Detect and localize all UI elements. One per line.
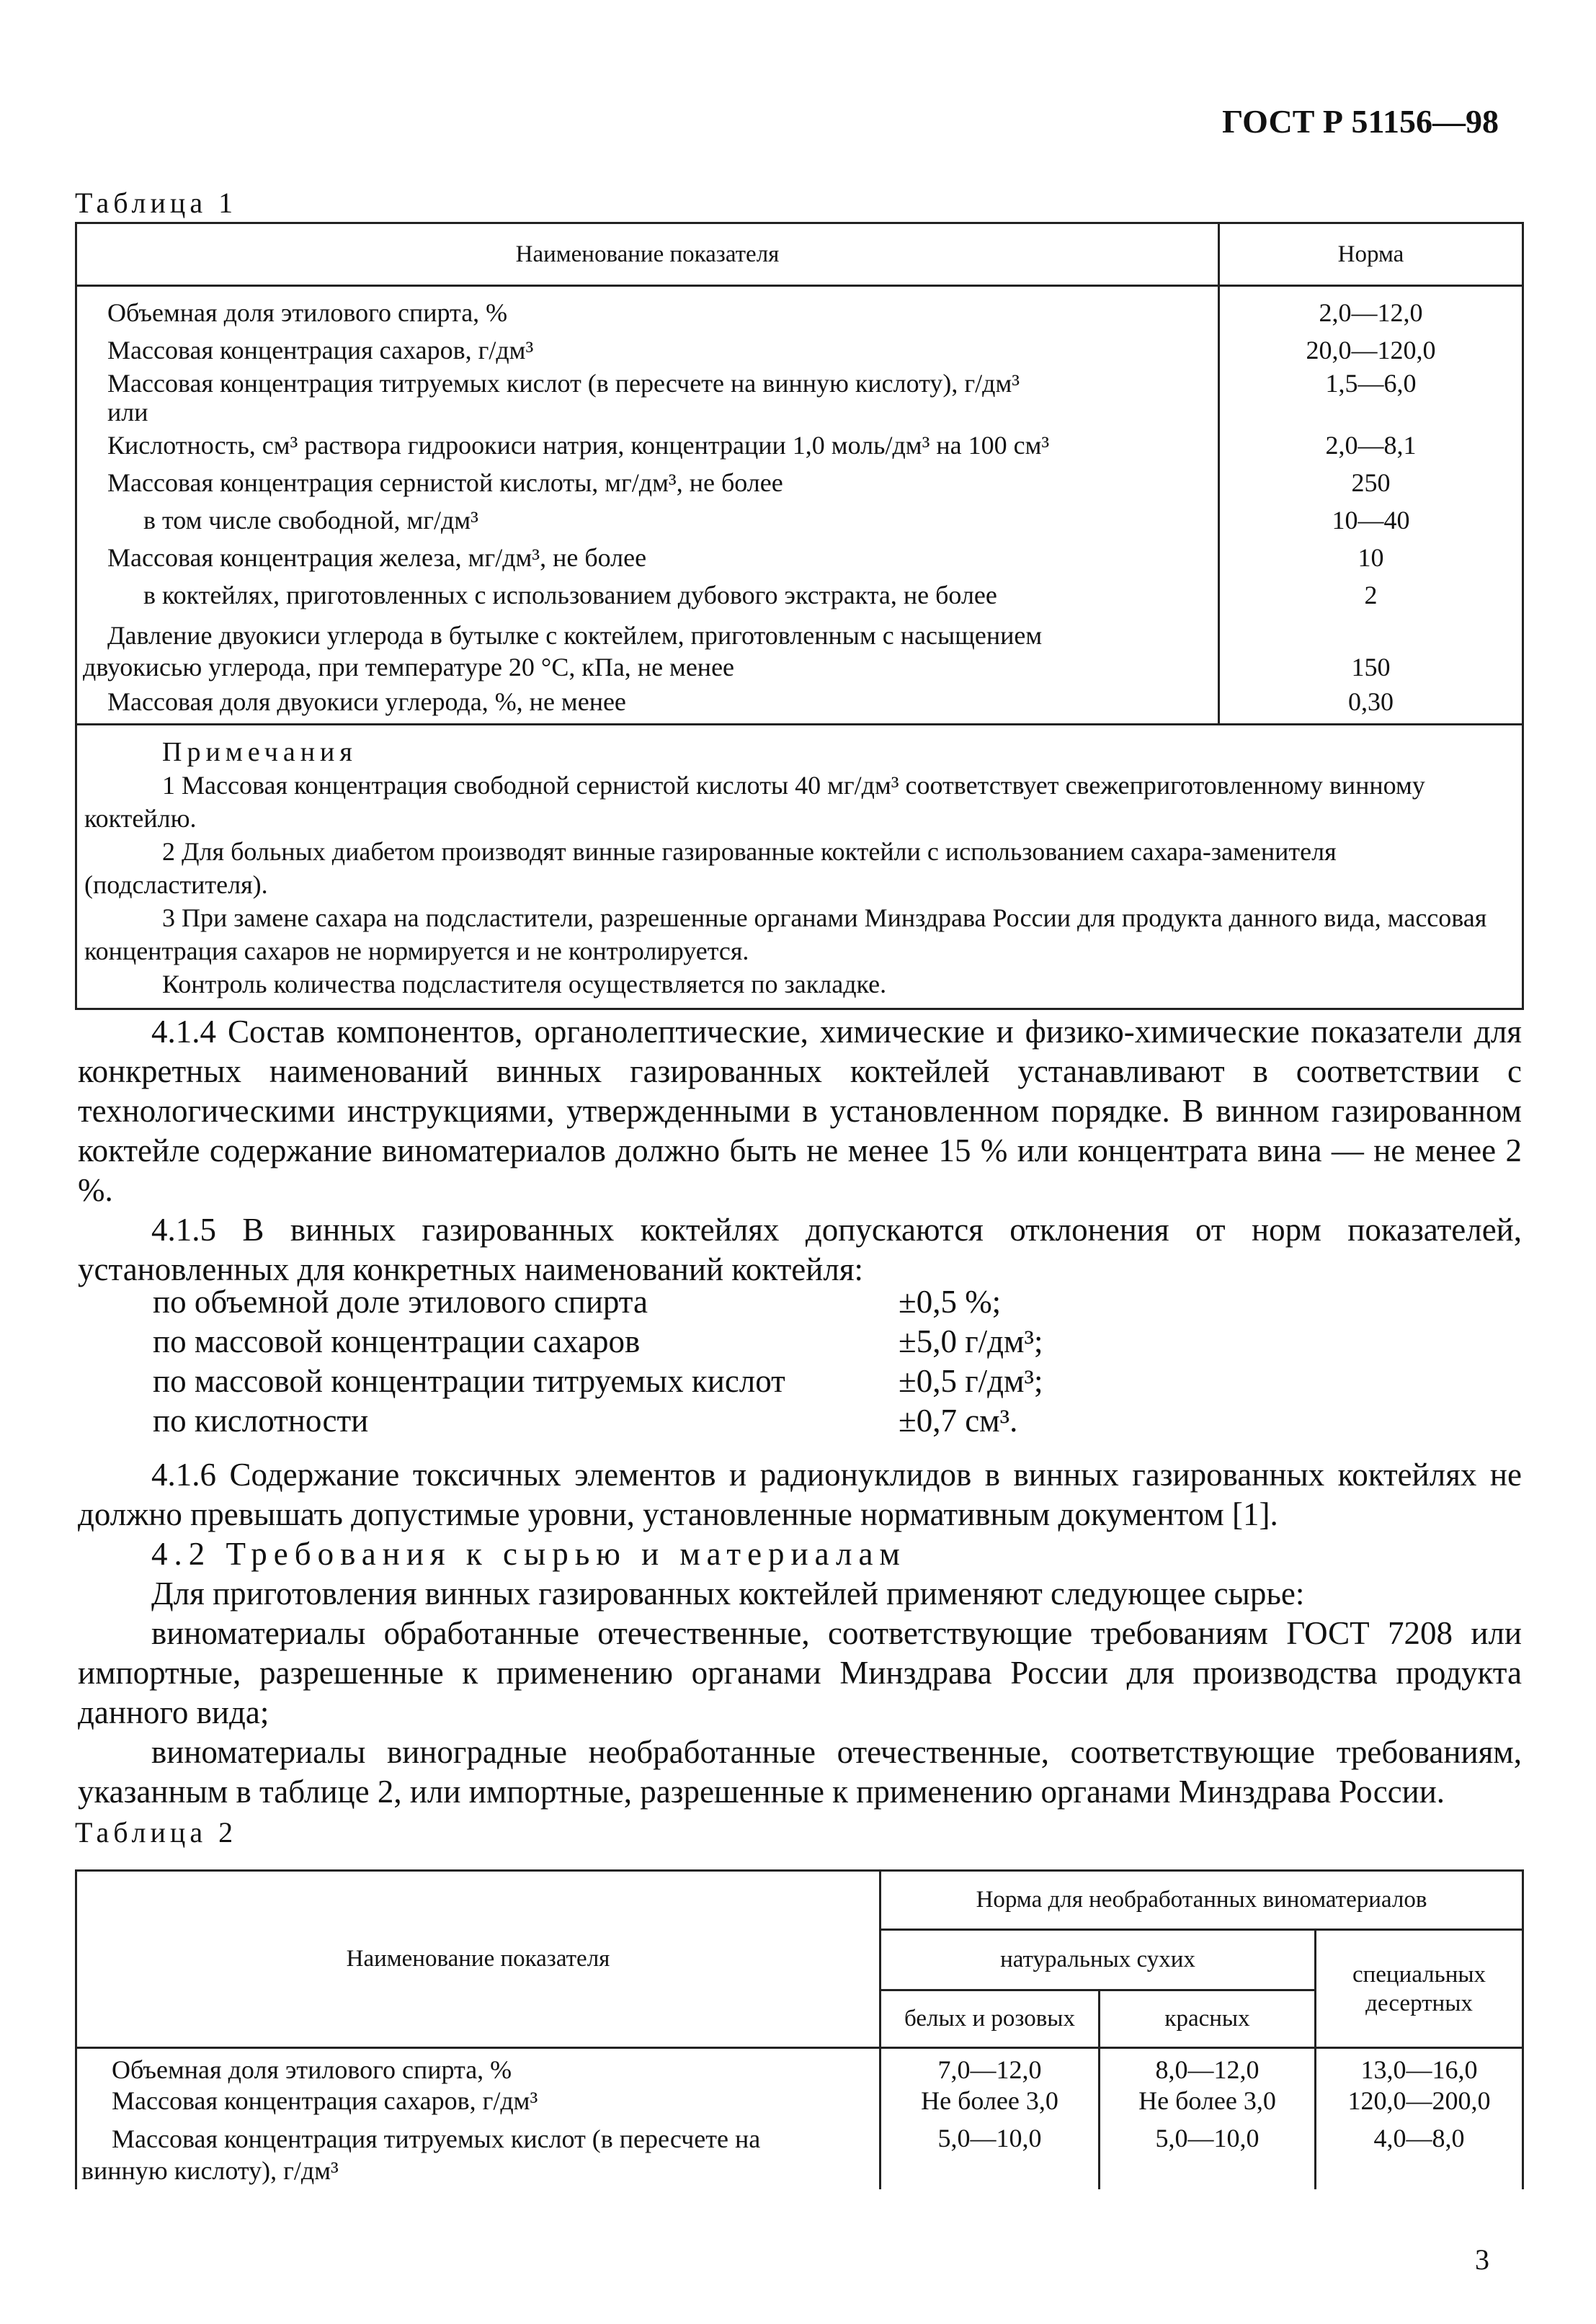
paragraph-4-1-5: 4.1.5 В винных газированных коктейлях допускаются отклонения от норм показателей, установленных для конкретных наименований коктейля: [78, 1212, 1522, 1287]
table1-row-name: Объемная доля этилового спирта, % [107, 298, 508, 327]
table1-caption: Таблица 1 [75, 187, 238, 219]
table-1 [75, 222, 1524, 1010]
deviation-label: по объемной доле этилового спирта [153, 1284, 648, 1320]
table1-row-name-cont: или [107, 398, 148, 426]
table1-row-norm: 2 [1364, 581, 1378, 609]
table2-cell-red: Не более 3,0 [1100, 2086, 1316, 2123]
note-item: 2 Для больных диабетом производят винные газированные коктейли с использованием сахара-заменителя (подсластителя). [84, 837, 1337, 899]
table-2 [75, 1869, 1524, 2189]
table1-row-name: Массовая доля двуокиси углерода, %, не менее [107, 687, 626, 716]
table1-row-norm: 0,30 [1348, 687, 1394, 716]
table1-row-name: Массовая концентрация сахаров, г/дм³ [107, 336, 534, 365]
body-text-2 [78, 1455, 1522, 1812]
document-code: ГОСТ Р 51156—98 [1222, 103, 1499, 140]
table1-row-name: Массовая концентрация титруемых кислот (в пересчете на винную кислоту), г/дм³ [107, 369, 1020, 398]
deviation-label: по массовой концентрации сахаров [153, 1323, 641, 1359]
note-item: 1 Массовая концентрация свободной сернистой кислоты 40 мг/дм³ соответствует свежеприготовленному винному коктейлю. [84, 771, 1425, 833]
table2-cell-dessert: 13,0—16,0 [1316, 2048, 1523, 2086]
deviation-list [153, 1282, 1043, 1441]
table2-col-name: Наименование показателя [76, 1871, 881, 2048]
paragraph-4-1-6: 4.1.6 Содержание токсичных элементов и радионуклидов в винных газированных коктейлях не должно превышать допустимые уровни, установленные нормативным документом [1]. [78, 1457, 1522, 1532]
table1-row-norm: 1,5—6,0 [1325, 369, 1417, 398]
table2-cell-white: Не более 3,0 [881, 2086, 1100, 2123]
table1-notes [76, 725, 1523, 1009]
paragraph-4-1-4: 4.1.4 Состав компонентов, органолептические, химические и физико-химические показатели для конкретных наименований винных газированных коктейлей устанавливают в соответствии с технологическими инструкциями, утвержденными в установленном порядке. В винном газированном коктейле содержание виноматериалов должно быть не менее 15 % или концентрата вина — не менее 2 %. [78, 1014, 1522, 1208]
table2-cell-white: 5,0—10,0 [881, 2123, 1100, 2189]
table1-col-norm: Норма [1219, 223, 1523, 286]
table1-row-name: Массовая концентрация железа, мг/дм³, не более [107, 543, 647, 572]
table2-row-name-cont: винную кислоту), г/дм³ [81, 2155, 339, 2185]
table2-row-name: Массовая концентрация титруемых кислот (в пересчете на [112, 2124, 761, 2153]
table1-row-name-cont: двуокисью углерода, при температуре 20 °С, кПа, не менее [83, 653, 735, 681]
table1-row-name: Массовая концентрация сернистой кислоты, мг/дм³, не более [107, 468, 783, 497]
table1-row-name: Давление двуокиси углерода в бутылке с коктейлем, приготовленным с насыщением [107, 621, 1043, 650]
table1-row-norm: 150 [1351, 653, 1391, 681]
table1-col-name: Наименование показателя [76, 223, 1219, 286]
note-item: Контроль количества подсластителя осуществляется по закладке. [162, 970, 887, 998]
notes-title: Примечания [162, 737, 357, 767]
table1-row-norm: 20,0—120,0 [1306, 336, 1436, 365]
table2-row-name: Объемная доля этилового спирта, % [76, 2048, 881, 2086]
table2-col-dessert: специальных десертных [1316, 1930, 1523, 2048]
page-number: 3 [1475, 2243, 1489, 2276]
table2-caption: Таблица 2 [75, 1816, 238, 1849]
paragraph-4-2-b: виноматериалы обработанные отечественные, соответствующие требованиям ГОСТ 7208 или импортные, разрешенные к применению органами Минздрава России для производства продукта данного вида; [78, 1615, 1522, 1730]
table1-row-name: в том числе свободной, мг/дм³ [143, 506, 478, 535]
table2-col-dry: натуральных сухих [881, 1930, 1316, 1990]
deviation-value: ±5,0 г/дм³; [899, 1323, 1043, 1359]
paragraph-4-2-c: виноматериалы виноградные необработанные отечественные, соответствующие требованиям, указанным в таблице 2, или импортные, разрешенные к применению органами Минздрава России. [78, 1734, 1522, 1810]
table2-cell-dessert: 120,0—200,0 [1316, 2086, 1523, 2123]
table2-cell-white: 7,0—12,0 [881, 2048, 1100, 2086]
table1-row-name: Кислотность, см³ раствора гидроокиси натрия, концентрации 1,0 моль/дм³ на 100 см³ [107, 431, 1050, 460]
deviation-label: по массовой концентрации титруемых кислот [153, 1363, 785, 1399]
section-heading-4-2: 4.2 Требования к сырью и материалам [151, 1536, 906, 1572]
table2-cell-red: 8,0—12,0 [1100, 2048, 1316, 2086]
table2-cell-dessert: 4,0—8,0 [1316, 2123, 1523, 2189]
deviation-value: ±0,5 г/дм³; [899, 1363, 1043, 1399]
table1-row-norm: 250 [1351, 468, 1391, 497]
table2-col-group: Норма для необработанных виноматериалов [881, 1871, 1523, 1930]
table2-col-red: красных [1100, 1990, 1316, 2048]
table1-row-norm: 2,0—12,0 [1319, 298, 1423, 327]
body-text-1 [78, 1012, 1522, 1290]
note-item: 3 При замене сахара на подсластители, разрешенные органами Минздрава России для продукта данного вида, массовая концентрация сахаров не нормируется и не контролируется. [84, 903, 1487, 965]
table2-row-name: Массовая концентрация сахаров, г/дм³ [76, 2086, 881, 2123]
table1-row-name: в коктейлях, приготовленных с использованием дубового экстракта, не более [143, 581, 997, 609]
table2-col-white: белых и розовых [881, 1990, 1100, 2048]
paragraph-4-2-a: Для приготовления винных газированных коктейлей применяют следующее сырье: [151, 1576, 1305, 1612]
deviation-label: по кислотности [153, 1403, 369, 1439]
deviation-value: ±0,5 %; [899, 1284, 1002, 1320]
table1-row-norm: 10—40 [1332, 506, 1410, 535]
deviation-value: ±0,7 см³. [899, 1403, 1018, 1439]
table2-cell-red: 5,0—10,0 [1100, 2123, 1316, 2189]
table1-row-norm: 2,0—8,1 [1325, 431, 1417, 460]
table1-row-norm: 10 [1358, 543, 1384, 572]
